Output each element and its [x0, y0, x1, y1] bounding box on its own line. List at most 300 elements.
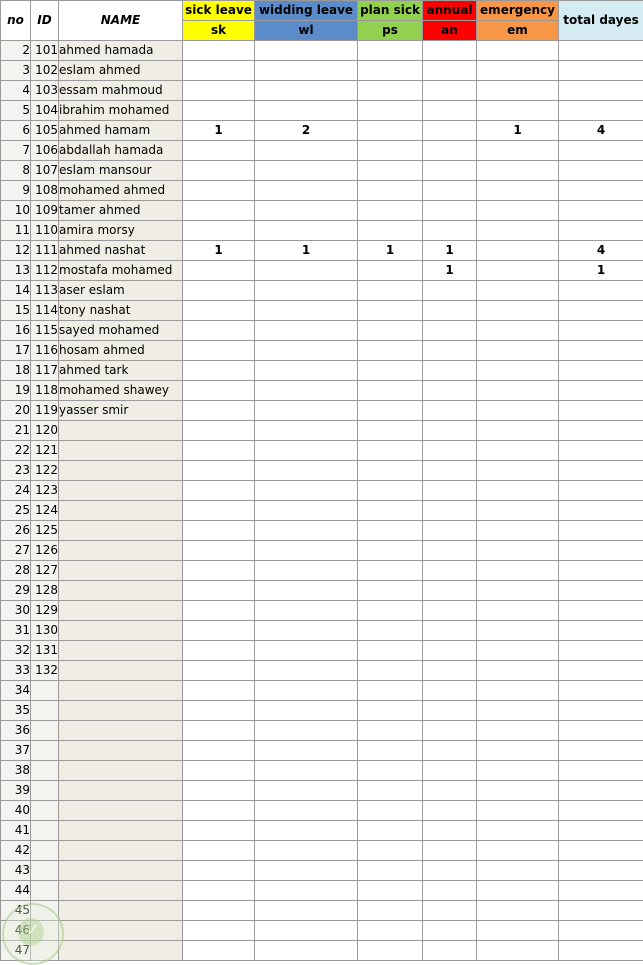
cell-em[interactable]	[477, 681, 559, 701]
cell-no[interactable]: 30	[1, 601, 31, 621]
cell-an[interactable]	[423, 541, 477, 561]
cell-name[interactable]	[59, 781, 183, 801]
cell-sk[interactable]	[183, 701, 255, 721]
cell-total[interactable]	[559, 221, 643, 241]
cell-id[interactable]	[31, 681, 59, 701]
cell-total[interactable]	[559, 321, 643, 341]
cell-ps[interactable]	[358, 41, 423, 61]
cell-no[interactable]: 31	[1, 621, 31, 641]
cell-an[interactable]	[423, 201, 477, 221]
cell-name[interactable]	[59, 581, 183, 601]
cell-sk[interactable]	[183, 41, 255, 61]
column-header-id[interactable]: ID	[31, 1, 59, 41]
cell-wl[interactable]	[255, 301, 358, 321]
cell-sk[interactable]	[183, 401, 255, 421]
cell-id[interactable]: 122	[31, 461, 59, 481]
cell-ps[interactable]	[358, 661, 423, 681]
cell-sk[interactable]	[183, 521, 255, 541]
cell-id[interactable]	[31, 761, 59, 781]
cell-ps[interactable]	[358, 501, 423, 521]
column-header-name[interactable]: NAME	[59, 1, 183, 41]
cell-ps[interactable]	[358, 141, 423, 161]
cell-sk[interactable]	[183, 641, 255, 661]
cell-an[interactable]	[423, 801, 477, 821]
cell-em[interactable]	[477, 661, 559, 681]
cell-wl[interactable]	[255, 81, 358, 101]
cell-ps[interactable]	[358, 421, 423, 441]
cell-em[interactable]	[477, 881, 559, 901]
cell-name[interactable]: ahmed tark	[59, 361, 183, 381]
cell-an[interactable]	[423, 741, 477, 761]
cell-sk[interactable]	[183, 321, 255, 341]
cell-ps[interactable]	[358, 841, 423, 861]
cell-total[interactable]: 4	[559, 241, 643, 261]
cell-an[interactable]	[423, 841, 477, 861]
cell-em[interactable]	[477, 561, 559, 581]
cell-ps[interactable]	[358, 901, 423, 921]
cell-no[interactable]: 22	[1, 441, 31, 461]
cell-an[interactable]	[423, 401, 477, 421]
cell-id[interactable]: 102	[31, 61, 59, 81]
cell-id[interactable]	[31, 781, 59, 801]
cell-total[interactable]	[559, 101, 643, 121]
cell-id[interactable]: 113	[31, 281, 59, 301]
cell-an[interactable]	[423, 641, 477, 661]
cell-id[interactable]: 115	[31, 321, 59, 341]
cell-sk[interactable]	[183, 341, 255, 361]
cell-total[interactable]	[559, 801, 643, 821]
cell-wl[interactable]	[255, 261, 358, 281]
cell-an[interactable]	[423, 341, 477, 361]
cell-wl[interactable]	[255, 881, 358, 901]
cell-an[interactable]	[423, 301, 477, 321]
cell-em[interactable]	[477, 61, 559, 81]
cell-em[interactable]	[477, 41, 559, 61]
cell-id[interactable]: 101	[31, 41, 59, 61]
cell-no[interactable]: 28	[1, 561, 31, 581]
cell-total[interactable]	[559, 641, 643, 661]
cell-wl[interactable]	[255, 181, 358, 201]
cell-wl[interactable]	[255, 501, 358, 521]
cell-wl[interactable]	[255, 61, 358, 81]
cell-ps[interactable]	[358, 101, 423, 121]
cell-name[interactable]	[59, 621, 183, 641]
cell-total[interactable]	[559, 501, 643, 521]
cell-an[interactable]	[423, 221, 477, 241]
cell-wl[interactable]	[255, 421, 358, 441]
cell-no[interactable]: 41	[1, 821, 31, 841]
cell-total[interactable]	[559, 941, 643, 961]
cell-total[interactable]	[559, 201, 643, 221]
cell-total[interactable]	[559, 161, 643, 181]
cell-an[interactable]	[423, 361, 477, 381]
cell-total[interactable]	[559, 341, 643, 361]
cell-id[interactable]: 123	[31, 481, 59, 501]
cell-ps[interactable]	[358, 441, 423, 461]
cell-an[interactable]	[423, 481, 477, 501]
cell-wl[interactable]	[255, 661, 358, 681]
cell-em[interactable]	[477, 401, 559, 421]
cell-ps[interactable]	[358, 521, 423, 541]
cell-em[interactable]	[477, 841, 559, 861]
cell-ps[interactable]	[358, 461, 423, 481]
cell-no[interactable]: 24	[1, 481, 31, 501]
cell-an[interactable]	[423, 461, 477, 481]
cell-sk[interactable]	[183, 801, 255, 821]
cell-name[interactable]	[59, 841, 183, 861]
cell-wl[interactable]	[255, 841, 358, 861]
cell-no[interactable]: 15	[1, 301, 31, 321]
cell-no[interactable]: 44	[1, 881, 31, 901]
cell-total[interactable]	[559, 761, 643, 781]
cell-name[interactable]	[59, 541, 183, 561]
cell-wl[interactable]	[255, 441, 358, 461]
cell-em[interactable]	[477, 781, 559, 801]
code-header-an[interactable]: an	[423, 21, 477, 41]
cell-name[interactable]: ahmed hamam	[59, 121, 183, 141]
cell-sk[interactable]	[183, 281, 255, 301]
cell-total[interactable]	[559, 781, 643, 801]
cell-ps[interactable]	[358, 861, 423, 881]
cell-sk[interactable]	[183, 481, 255, 501]
cell-name[interactable]: mohamed ahmed	[59, 181, 183, 201]
cell-wl[interactable]	[255, 701, 358, 721]
cell-em[interactable]	[477, 601, 559, 621]
cell-sk[interactable]	[183, 681, 255, 701]
cell-name[interactable]: ahmed nashat	[59, 241, 183, 261]
cell-id[interactable]: 120	[31, 421, 59, 441]
cell-ps[interactable]	[358, 481, 423, 501]
cell-sk[interactable]	[183, 301, 255, 321]
cell-an[interactable]	[423, 321, 477, 341]
cell-total[interactable]	[559, 821, 643, 841]
cell-wl[interactable]	[255, 321, 358, 341]
cell-name[interactable]	[59, 861, 183, 881]
cell-no[interactable]: 3	[1, 61, 31, 81]
cell-ps[interactable]	[358, 941, 423, 961]
cell-an[interactable]	[423, 681, 477, 701]
cell-name[interactable]	[59, 661, 183, 681]
cell-em[interactable]	[477, 461, 559, 481]
cell-em[interactable]	[477, 861, 559, 881]
cell-total[interactable]	[559, 141, 643, 161]
cell-wl[interactable]	[255, 921, 358, 941]
cell-wl[interactable]	[255, 141, 358, 161]
cell-id[interactable]: 107	[31, 161, 59, 181]
cell-sk[interactable]	[183, 261, 255, 281]
cell-an[interactable]	[423, 501, 477, 521]
cell-no[interactable]: 17	[1, 341, 31, 361]
cell-an[interactable]	[423, 781, 477, 801]
cell-ps[interactable]	[358, 221, 423, 241]
cell-sk[interactable]	[183, 921, 255, 941]
cell-id[interactable]: 126	[31, 541, 59, 561]
cell-sk[interactable]	[183, 61, 255, 81]
cell-em[interactable]	[477, 761, 559, 781]
cell-an[interactable]	[423, 121, 477, 141]
column-header-total-dayes[interactable]: total dayes	[559, 1, 643, 41]
cell-sk[interactable]	[183, 141, 255, 161]
cell-no[interactable]: 37	[1, 741, 31, 761]
cell-ps[interactable]	[358, 561, 423, 581]
cell-ps[interactable]	[358, 181, 423, 201]
cell-no[interactable]: 33	[1, 661, 31, 681]
cell-ps[interactable]	[358, 781, 423, 801]
code-header-em[interactable]: em	[477, 21, 559, 41]
cell-no[interactable]: 27	[1, 541, 31, 561]
cell-name[interactable]	[59, 601, 183, 621]
cell-sk[interactable]	[183, 901, 255, 921]
cell-em[interactable]: 1	[477, 121, 559, 141]
cell-sk[interactable]: 1	[183, 121, 255, 141]
cell-sk[interactable]	[183, 841, 255, 861]
cell-sk[interactable]	[183, 201, 255, 221]
cell-id[interactable]: 131	[31, 641, 59, 661]
cell-sk[interactable]	[183, 461, 255, 481]
cell-name[interactable]	[59, 501, 183, 521]
cell-em[interactable]	[477, 261, 559, 281]
cell-sk[interactable]	[183, 361, 255, 381]
cell-name[interactable]	[59, 741, 183, 761]
cell-sk[interactable]	[183, 941, 255, 961]
cell-an[interactable]	[423, 101, 477, 121]
cell-em[interactable]	[477, 721, 559, 741]
cell-id[interactable]: 118	[31, 381, 59, 401]
column-header-emergency[interactable]: emergency	[477, 1, 559, 21]
column-header-annual[interactable]: annual	[423, 1, 477, 21]
cell-em[interactable]	[477, 141, 559, 161]
cell-ps[interactable]	[358, 81, 423, 101]
cell-id[interactable]: 110	[31, 221, 59, 241]
cell-em[interactable]	[477, 901, 559, 921]
cell-no[interactable]: 8	[1, 161, 31, 181]
cell-ps[interactable]	[358, 541, 423, 561]
cell-no[interactable]: 29	[1, 581, 31, 601]
cell-em[interactable]	[477, 941, 559, 961]
cell-em[interactable]	[477, 921, 559, 941]
cell-ps[interactable]	[358, 601, 423, 621]
cell-id[interactable]: 103	[31, 81, 59, 101]
cell-ps[interactable]	[358, 621, 423, 641]
cell-an[interactable]	[423, 701, 477, 721]
cell-no[interactable]: 20	[1, 401, 31, 421]
cell-total[interactable]	[559, 861, 643, 881]
cell-ps[interactable]	[358, 641, 423, 661]
cell-no[interactable]: 47	[1, 941, 31, 961]
cell-total[interactable]: 4	[559, 121, 643, 141]
cell-em[interactable]	[477, 741, 559, 761]
cell-sk[interactable]	[183, 421, 255, 441]
cell-no[interactable]: 11	[1, 221, 31, 241]
cell-sk[interactable]	[183, 101, 255, 121]
cell-ps[interactable]	[358, 741, 423, 761]
cell-name[interactable]	[59, 681, 183, 701]
cell-ps[interactable]	[358, 761, 423, 781]
cell-sk[interactable]	[183, 381, 255, 401]
cell-em[interactable]	[477, 361, 559, 381]
cell-an[interactable]	[423, 621, 477, 641]
cell-wl[interactable]	[255, 901, 358, 921]
cell-id[interactable]	[31, 861, 59, 881]
cell-ps[interactable]	[358, 721, 423, 741]
cell-em[interactable]	[477, 801, 559, 821]
cell-em[interactable]	[477, 181, 559, 201]
cell-name[interactable]: abdallah hamada	[59, 141, 183, 161]
cell-an[interactable]	[423, 421, 477, 441]
cell-total[interactable]	[559, 281, 643, 301]
cell-id[interactable]	[31, 841, 59, 861]
cell-no[interactable]: 35	[1, 701, 31, 721]
cell-em[interactable]	[477, 201, 559, 221]
cell-no[interactable]: 7	[1, 141, 31, 161]
cell-total[interactable]	[559, 401, 643, 421]
cell-id[interactable]: 125	[31, 521, 59, 541]
cell-wl[interactable]	[255, 201, 358, 221]
cell-sk[interactable]	[183, 821, 255, 841]
cell-name[interactable]	[59, 521, 183, 541]
cell-name[interactable]: mohamed shawey	[59, 381, 183, 401]
cell-total[interactable]	[559, 701, 643, 721]
cell-sk[interactable]	[183, 861, 255, 881]
cell-wl[interactable]	[255, 801, 358, 821]
cell-total[interactable]	[559, 441, 643, 461]
cell-id[interactable]: 108	[31, 181, 59, 201]
column-header-widding-leave[interactable]: widding leave	[255, 1, 358, 21]
cell-no[interactable]: 9	[1, 181, 31, 201]
cell-total[interactable]	[559, 601, 643, 621]
cell-total[interactable]	[559, 581, 643, 601]
cell-total[interactable]	[559, 841, 643, 861]
cell-wl[interactable]	[255, 401, 358, 421]
cell-name[interactable]	[59, 881, 183, 901]
cell-em[interactable]	[477, 101, 559, 121]
cell-total[interactable]	[559, 461, 643, 481]
cell-wl[interactable]	[255, 761, 358, 781]
cell-an[interactable]	[423, 381, 477, 401]
cell-sk[interactable]	[183, 561, 255, 581]
cell-total[interactable]	[559, 541, 643, 561]
cell-em[interactable]	[477, 81, 559, 101]
cell-total[interactable]	[559, 901, 643, 921]
cell-ps[interactable]	[358, 701, 423, 721]
cell-ps[interactable]	[358, 161, 423, 181]
cell-name[interactable]: amira morsy	[59, 221, 183, 241]
cell-id[interactable]: 121	[31, 441, 59, 461]
cell-wl[interactable]	[255, 281, 358, 301]
cell-ps[interactable]: 1	[358, 241, 423, 261]
cell-no[interactable]: 5	[1, 101, 31, 121]
cell-an[interactable]	[423, 661, 477, 681]
cell-wl[interactable]	[255, 561, 358, 581]
cell-ps[interactable]	[358, 801, 423, 821]
cell-sk[interactable]	[183, 781, 255, 801]
cell-an[interactable]	[423, 941, 477, 961]
cell-id[interactable]: 127	[31, 561, 59, 581]
column-header-sick-leave[interactable]: sick leave	[183, 1, 255, 21]
cell-an[interactable]	[423, 41, 477, 61]
cell-total[interactable]	[559, 61, 643, 81]
cell-an[interactable]	[423, 61, 477, 81]
cell-em[interactable]	[477, 581, 559, 601]
cell-an[interactable]	[423, 561, 477, 581]
cell-an[interactable]: 1	[423, 241, 477, 261]
cell-no[interactable]: 6	[1, 121, 31, 141]
cell-name[interactable]	[59, 461, 183, 481]
cell-id[interactable]: 129	[31, 601, 59, 621]
cell-ps[interactable]	[358, 201, 423, 221]
cell-wl[interactable]	[255, 781, 358, 801]
cell-total[interactable]	[559, 481, 643, 501]
cell-name[interactable]: aser eslam	[59, 281, 183, 301]
cell-wl[interactable]	[255, 461, 358, 481]
cell-name[interactable]	[59, 721, 183, 741]
cell-wl[interactable]	[255, 941, 358, 961]
cell-no[interactable]: 45	[1, 901, 31, 921]
cell-em[interactable]	[477, 501, 559, 521]
cell-em[interactable]	[477, 821, 559, 841]
cell-no[interactable]: 38	[1, 761, 31, 781]
cell-total[interactable]	[559, 881, 643, 901]
cell-id[interactable]	[31, 721, 59, 741]
cell-wl[interactable]	[255, 221, 358, 241]
cell-id[interactable]: 104	[31, 101, 59, 121]
cell-name[interactable]: eslam ahmed	[59, 61, 183, 81]
cell-total[interactable]	[559, 561, 643, 581]
cell-an[interactable]	[423, 521, 477, 541]
cell-name[interactable]	[59, 901, 183, 921]
cell-wl[interactable]	[255, 341, 358, 361]
cell-name[interactable]: tamer ahmed	[59, 201, 183, 221]
cell-sk[interactable]	[183, 741, 255, 761]
cell-name[interactable]	[59, 801, 183, 821]
cell-id[interactable]: 105	[31, 121, 59, 141]
cell-sk[interactable]	[183, 161, 255, 181]
cell-no[interactable]: 32	[1, 641, 31, 661]
cell-sk[interactable]	[183, 661, 255, 681]
cell-no[interactable]: 39	[1, 781, 31, 801]
cell-ps[interactable]	[358, 61, 423, 81]
cell-an[interactable]	[423, 581, 477, 601]
cell-an[interactable]	[423, 881, 477, 901]
cell-em[interactable]	[477, 521, 559, 541]
cell-name[interactable]	[59, 421, 183, 441]
cell-ps[interactable]	[358, 401, 423, 421]
code-header-sk[interactable]: sk	[183, 21, 255, 41]
cell-ps[interactable]	[358, 681, 423, 701]
cell-em[interactable]	[477, 241, 559, 261]
code-header-wl[interactable]: wl	[255, 21, 358, 41]
cell-wl[interactable]	[255, 161, 358, 181]
cell-no[interactable]: 23	[1, 461, 31, 481]
cell-wl[interactable]	[255, 741, 358, 761]
cell-name[interactable]	[59, 561, 183, 581]
cell-sk[interactable]	[183, 221, 255, 241]
cell-total[interactable]	[559, 741, 643, 761]
cell-no[interactable]: 12	[1, 241, 31, 261]
cell-total[interactable]	[559, 181, 643, 201]
cell-wl[interactable]	[255, 481, 358, 501]
cell-ps[interactable]	[358, 261, 423, 281]
cell-no[interactable]: 2	[1, 41, 31, 61]
cell-ps[interactable]	[358, 821, 423, 841]
cell-sk[interactable]	[183, 181, 255, 201]
cell-wl[interactable]	[255, 521, 358, 541]
cell-id[interactable]: 116	[31, 341, 59, 361]
cell-id[interactable]: 117	[31, 361, 59, 381]
cell-sk[interactable]: 1	[183, 241, 255, 261]
cell-name[interactable]: tony nashat	[59, 301, 183, 321]
cell-name[interactable]: essam mahmoud	[59, 81, 183, 101]
